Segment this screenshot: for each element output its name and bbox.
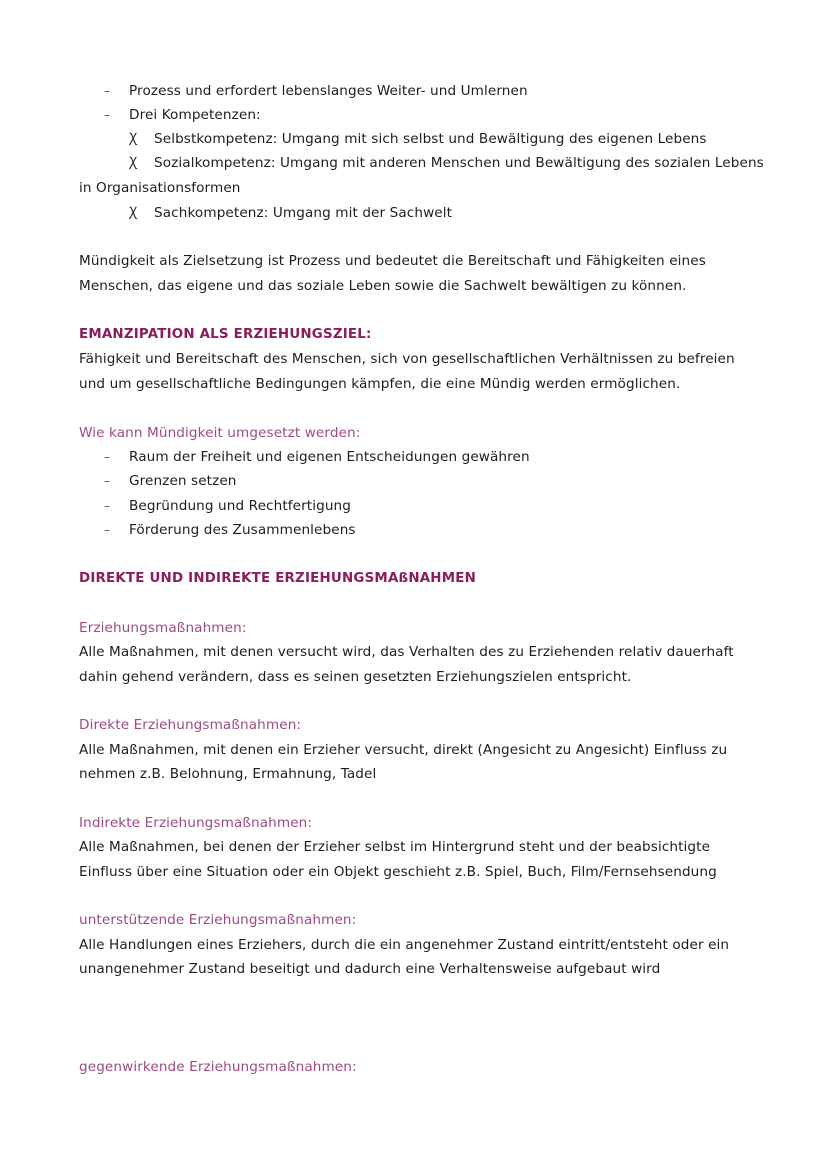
paragraph-line: nehmen z.B. Belohnung, Ermahnung, Tadel [79, 766, 377, 782]
paragraph-line: Mündigkeit als Zielsetzung ist Prozess und bedeutet die Bereitschaft und Fähigkeiten eines [79, 253, 706, 269]
x-bullet-icon: Ꭓ [129, 205, 138, 220]
subsection-heading: Erziehungsmaßnahmen: [79, 620, 247, 636]
paragraph-line: Einfluss über eine Situation oder ein Objekt geschieht z.B. Spiel, Buch, Film/Fernsehsendung [79, 864, 717, 880]
paragraph-line: Alle Maßnahmen, mit denen versucht wird, das Verhalten des zu Erziehenden relativ dauerhaft [79, 644, 734, 660]
paragraph-line: Menschen, das eigene und das soziale Leben sowie die Sachwelt bewältigen zu können. [79, 278, 687, 294]
x-bullet-icon: Ꭓ [129, 155, 138, 170]
sub-list-item-continuation: in Organisationsformen [79, 180, 241, 196]
dash-bullet-icon: – [104, 450, 111, 464]
dash-bullet-icon: – [104, 474, 111, 488]
paragraph-line: und um gesellschaftliche Bedingungen kämpfen, die eine Mündig werden ermöglichen. [79, 376, 681, 392]
section-heading: DIREKTE UND INDIREKTE ERZIEHUNGSMAßNAHMEN [79, 571, 476, 586]
paragraph-line: Fähigkeit und Bereitschaft des Menschen, sich von gesellschaftlichen Verhältnissen zu befreien [79, 351, 735, 367]
subsection-heading: Wie kann Mündigkeit umgesetzt werden: [79, 425, 361, 441]
paragraph-line: unangenehmer Zustand beseitigt und dadurch eine Verhaltensweise aufgebaut wird [79, 961, 661, 977]
subsection-heading: Direkte Erziehungsmaßnahmen: [79, 717, 302, 733]
paragraph-line: Alle Maßnahmen, bei denen der Erzieher selbst im Hintergrund steht und der beabsichtigte [79, 839, 711, 855]
dash-bullet-icon: – [104, 108, 111, 122]
paragraph-line: Alle Maßnahmen, mit denen ein Erzieher versucht, direkt (Angesicht zu Angesicht) Einfluss zu [79, 742, 728, 758]
subsection-heading: Indirekte Erziehungsmaßnahmen: [79, 815, 313, 831]
dash-bullet-icon: – [104, 84, 111, 98]
x-bullet-icon: Ꭓ [129, 131, 138, 146]
paragraph-line: dahin gehend verändern, dass es seinen gesetzten Erziehungszielen entspricht. [79, 669, 632, 685]
section-heading: EMANZIPATION ALS ERZIEHUNGSZIEL: [79, 327, 372, 342]
paragraph-line: Alle Handlungen eines Erziehers, durch die ein angenehmer Zustand eintritt/entsteht oder ein [79, 937, 730, 953]
dash-bullet-icon: – [104, 499, 111, 513]
subsection-heading: gegenwirkende Erziehungsmaßnahmen: [79, 1059, 357, 1075]
dash-bullet-icon: – [104, 523, 111, 537]
subsection-heading: unterstützende Erziehungsmaßnahmen: [79, 912, 357, 928]
